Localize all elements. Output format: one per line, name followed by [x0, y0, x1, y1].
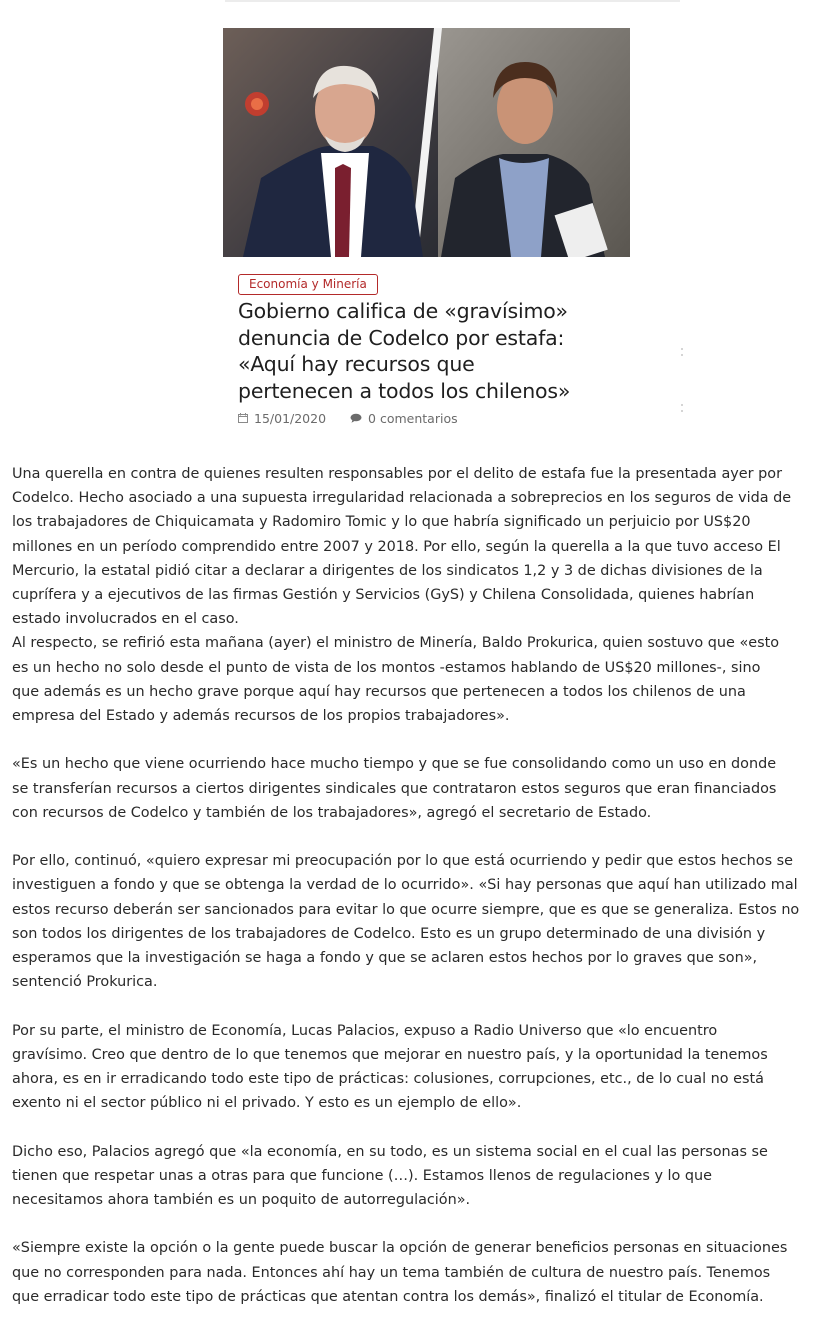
article-paragraph: [12, 1019, 822, 1116]
text-line: esperamos que la investigación se haga a fondo y que se aclaren estos hechos por lo graves que son»,: [12, 950, 758, 967]
text-line: sentenció Prokurica.: [12, 974, 158, 991]
text-line: Por su parte, el ministro de Economía, Lucas Palacios, expuso a Radio Universo que «lo encuentro: [12, 1022, 718, 1039]
title-line: pertenecen a todos los chilenos»: [238, 378, 571, 403]
text-line: que además es un hecho grave porque aquí hay recursos que pertenecen a todos los chilenos de una: [12, 683, 746, 700]
text-line: Una querella en contra de quienes resulten responsables por el delito de estafa fue la presentada ayer por: [12, 466, 782, 482]
calendar-icon: [238, 411, 248, 426]
text-line: con recursos de Codelco y también de los trabajadores», agregó el secretario de Estado.: [12, 804, 652, 821]
article-paragraph: [12, 631, 822, 728]
text-line: «Es un hecho que viene ocurriendo hace mucho tiempo y que se fue consolidando como un uso en donde: [12, 756, 777, 773]
article-meta: [238, 411, 458, 426]
text-line: Por ello, continuó, «quiero expresar mi preocupación por lo que está ocurriendo y pedir que estos hechos se: [12, 853, 793, 870]
text-line: que no corresponden para nada. Entonces ahí hay un tema también de cultura de nuestro país. Tenemos: [12, 1264, 771, 1281]
text-line: Dicho eso, Palacios agregó que «la economía, en su todo, es un sistema social en el cual las personas se: [12, 1143, 768, 1160]
text-line: investiguen a fondo y que se obtenga la verdad de lo ocurrido». «Si hay personas que aquí han utilizado mal: [12, 877, 798, 894]
text-line: gravísimo. Creo que dentro de lo que tenemos que mejorar en nuestro país, y la oportunidad la tenemos: [12, 1046, 768, 1063]
article-date[interactable]: 15/01/2020: [254, 411, 327, 426]
text-line: Mercurio, la estatal pidió citar a declarar a dirigentes de los sindicatos 1,2 y 3 de dichas divisiones de la: [12, 562, 763, 579]
text-line: estos recurso deberán ser sancionados para evitar lo que ocurre siempre, que es que se generaliza. Estos no: [12, 901, 800, 918]
text-line: Codelco. Hecho asociado a una supuesta irregularidad relacionada a sobreprecios en los seguros de vida de: [12, 490, 792, 507]
top-divider: [225, 0, 680, 2]
article-title: [238, 298, 678, 404]
text-line: necesitamos ahora también es un poquito de autorregulación».: [12, 1192, 471, 1209]
text-line: empresa del Estado y además recursos de los propios trabajadores».: [12, 708, 510, 725]
article-paragraph: [12, 1236, 822, 1309]
text-line: exento ni el sector público ni el privado. Y esto es un ejemplo de ello».: [12, 1095, 522, 1112]
category-tag[interactable]: [238, 274, 378, 295]
text-line: tienen que respetar unas a otras para que funcione (…). Estamos llenos de regulaciones y lo que: [12, 1167, 713, 1184]
text-line: que erradicar todo este tipo de prácticas que atentan contra los demás», finalizó el titular de Economía.: [12, 1288, 764, 1305]
title-line: «Aquí hay recursos que: [238, 352, 475, 376]
article-paragraph: [12, 752, 822, 825]
comment-icon: [350, 411, 362, 426]
text-line: ahora, es en ir erradicando todo este tipo de prácticas: colusiones, corrupciones, etc., de lo cual no está: [12, 1071, 764, 1088]
comments-link[interactable]: 0 comentarios: [368, 411, 458, 426]
article-paragraph: [12, 1140, 822, 1213]
article-paragraph: [12, 849, 822, 994]
text-line: estado involucrados en el caso.: [12, 611, 239, 628]
article-hero-image[interactable]: [223, 28, 630, 257]
category-label: Economía y Minería: [249, 277, 367, 291]
text-line: los trabajadores de Chiquicamata y Radomiro Tomic y lo que habría significado un perjuicio por US$20: [12, 514, 751, 531]
title-line: Gobierno califica de «gravísimo»: [238, 299, 568, 323]
text-line: Al respecto, se refirió esta mañana (ayer) el ministro de Minería, Baldo Prokurica, quien sostuvo que «esto: [12, 635, 780, 652]
text-line: millones en un período comprendido entre 2007 y 2018. Por ello, según la querella a la que tuvo acceso El: [12, 538, 781, 555]
title-line: denuncia de Codelco por estafa:: [238, 325, 565, 350]
article-paragraph: [12, 462, 822, 631]
text-line: cuprífera y a ejecutivos de las firmas Gestión y Servicios (GyS) y Chilena Consolidada, quienes habrían: [12, 587, 755, 604]
text-line: se transferían recursos a ciertos dirigentes sindicales que contrataron estos seguros que eran financiados: [12, 780, 777, 797]
side-decoration: [681, 348, 683, 418]
text-line: «Siempre existe la opción o la gente puede buscar la opción de generar beneficios personas en situaciones: [12, 1240, 788, 1257]
news-photo: [223, 28, 630, 257]
article-body: [12, 462, 822, 1333]
text-line: es un hecho no solo desde el punto de vista de los montos -estamos hablando de US$20 millones-, sino: [12, 659, 761, 676]
text-line: son todos los dirigentes de los trabajadores de Codelco. Esto es un grupo determinado de una división y: [12, 925, 766, 942]
